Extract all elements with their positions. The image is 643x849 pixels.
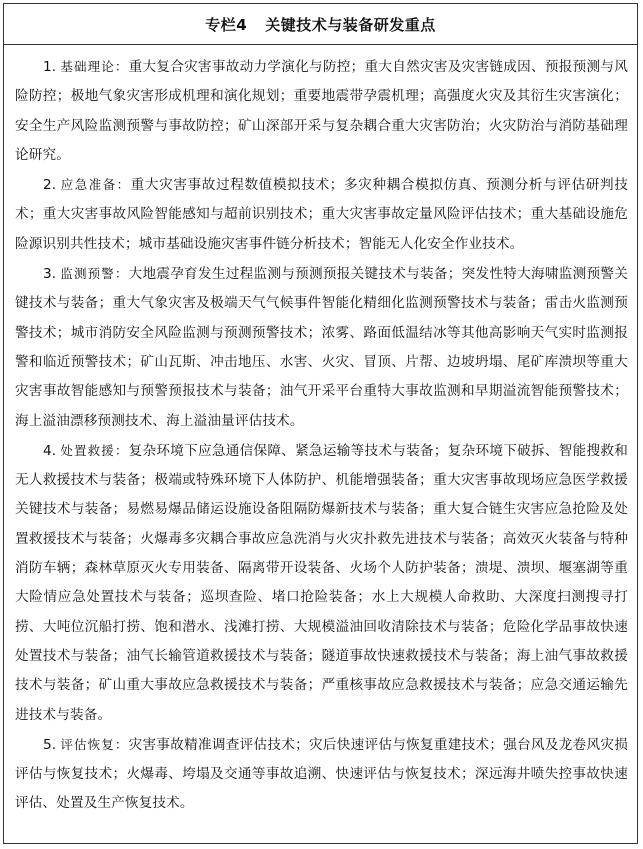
section-rescue: [15, 436, 628, 730]
section-assessment-recovery: [15, 730, 628, 819]
box-content: [4, 45, 637, 819]
section-text: 重大复合灾害事故动力学演化与防控；重大自然灾害及灾害链成因、预报预测与风险防控；极地气象灾害形成机理和演化规划；重要地震带孕震机理；高强度火灾及其衍生灾害演化；安全生产风险监测预警与事故防控；矿山深部开采与复杂耦合重大灾害防治；火灾防治与消防基础理论研究。: [15, 59, 628, 163]
section-number: 2.: [43, 177, 57, 194]
section-number: 5.: [43, 736, 57, 753]
section-heading: 应急准备：: [60, 177, 131, 193]
section-number: 4.: [43, 442, 57, 459]
section-heading: 处置救援：: [60, 442, 129, 458]
section-heading: 评估恢复：: [60, 736, 129, 752]
feature-box: [3, 3, 638, 844]
section-heading: 监测预警：: [60, 266, 129, 282]
section-text: 大地震孕育发生过程监测与预测预报关键技术与装备；突发性特大海啸监测预警关键技术与装备；重大气象灾害及极端天气气候事件智能化精细化监测预警技术与装备；雷击火监测预警技术；城市消防安全风险监测与预测预警技术；浓雾、路面低温结冰等其他高影响天气实时监测报警和临近预警技术；矿山瓦斯、冲击地压、水害、火灾、冒顶、片帮、边坡坍塌、尾矿库溃坝等重大灾害事故智能感知与预警预报技术与装备；油气开采平台重特大事故监测和早期溢流智能预警技术；海上溢油漂移预测技术、海上溢油量评估技术。: [15, 266, 628, 429]
box-title-row: [4, 4, 637, 45]
section-text: 灾害事故精准调查评估技术；灾后快速评估与恢复重建技术；强台风及龙卷风灾损评估与恢复技术；火爆毒、垮塌及交通等事故追溯、快速评估与恢复技术；深远海井喷失控事故快速评估、处置及生产恢复技术。: [15, 736, 628, 812]
section-number: 3.: [43, 266, 57, 283]
section-number: 1.: [43, 59, 57, 75]
section-basic-theory: [15, 52, 628, 170]
section-text: 重大灾害事故过程数值模拟技术；多灾种耦合模拟仿真、预测分析与评估研判技术；重大灾害事故风险智能感知与超前识别技术；重大灾害事故定量风险评估技术；重大基础设施危险源识别共性技术；城市基础设施灾害事件链分析技术；智能无人化安全作业技术。: [15, 177, 628, 252]
section-heading: 基础理论：: [60, 59, 129, 74]
box-label: 专栏4: [205, 15, 248, 34]
box-title: 关键技术与装备研发重点: [265, 15, 436, 34]
section-emergency-preparation: [15, 170, 628, 259]
section-text: 复杂环境下应急通信保障、紧急运输等技术与装备；复杂环境下破拆、智能搜救和无人救援技术与装备；极端或特殊环境下人体防护、机能增强装备；重大灾害事故现场应急医学救援关键技术与装备；易燃易爆品储运设施设备阻隔防爆新技术与装备；重大复合链生灾害应急抢险及处置救援技术与装备；火爆毒多灾耦合事故应急洗消与火灾扑救先进技术与装备；高效灭火装备与特种消防车辆；森林草原灭火专用装备、隔离带开设装备、火场个人防护装备；溃堤、溃坝、堰塞湖等重大险情应急处置技术与装备；巡坝查险、堵口抢险装备；水上大规模人命救助、大深度扫测搜寻打捞、大吨位沉船打捞、饱和潜水、浅滩打捞、大规模溢油回收清除技术与装备；危险化学品事故快速处置技术与装备；油气长输管道救援技术与装备；隧道事故快速救援技术与装备；海上油气事故救援技术与装备；矿山重大事故应急救援技术与装备；严重核事故应急救援技术与装备；应急交通运输先进技术与装备。: [15, 442, 628, 723]
section-monitoring-warning: [15, 259, 628, 436]
